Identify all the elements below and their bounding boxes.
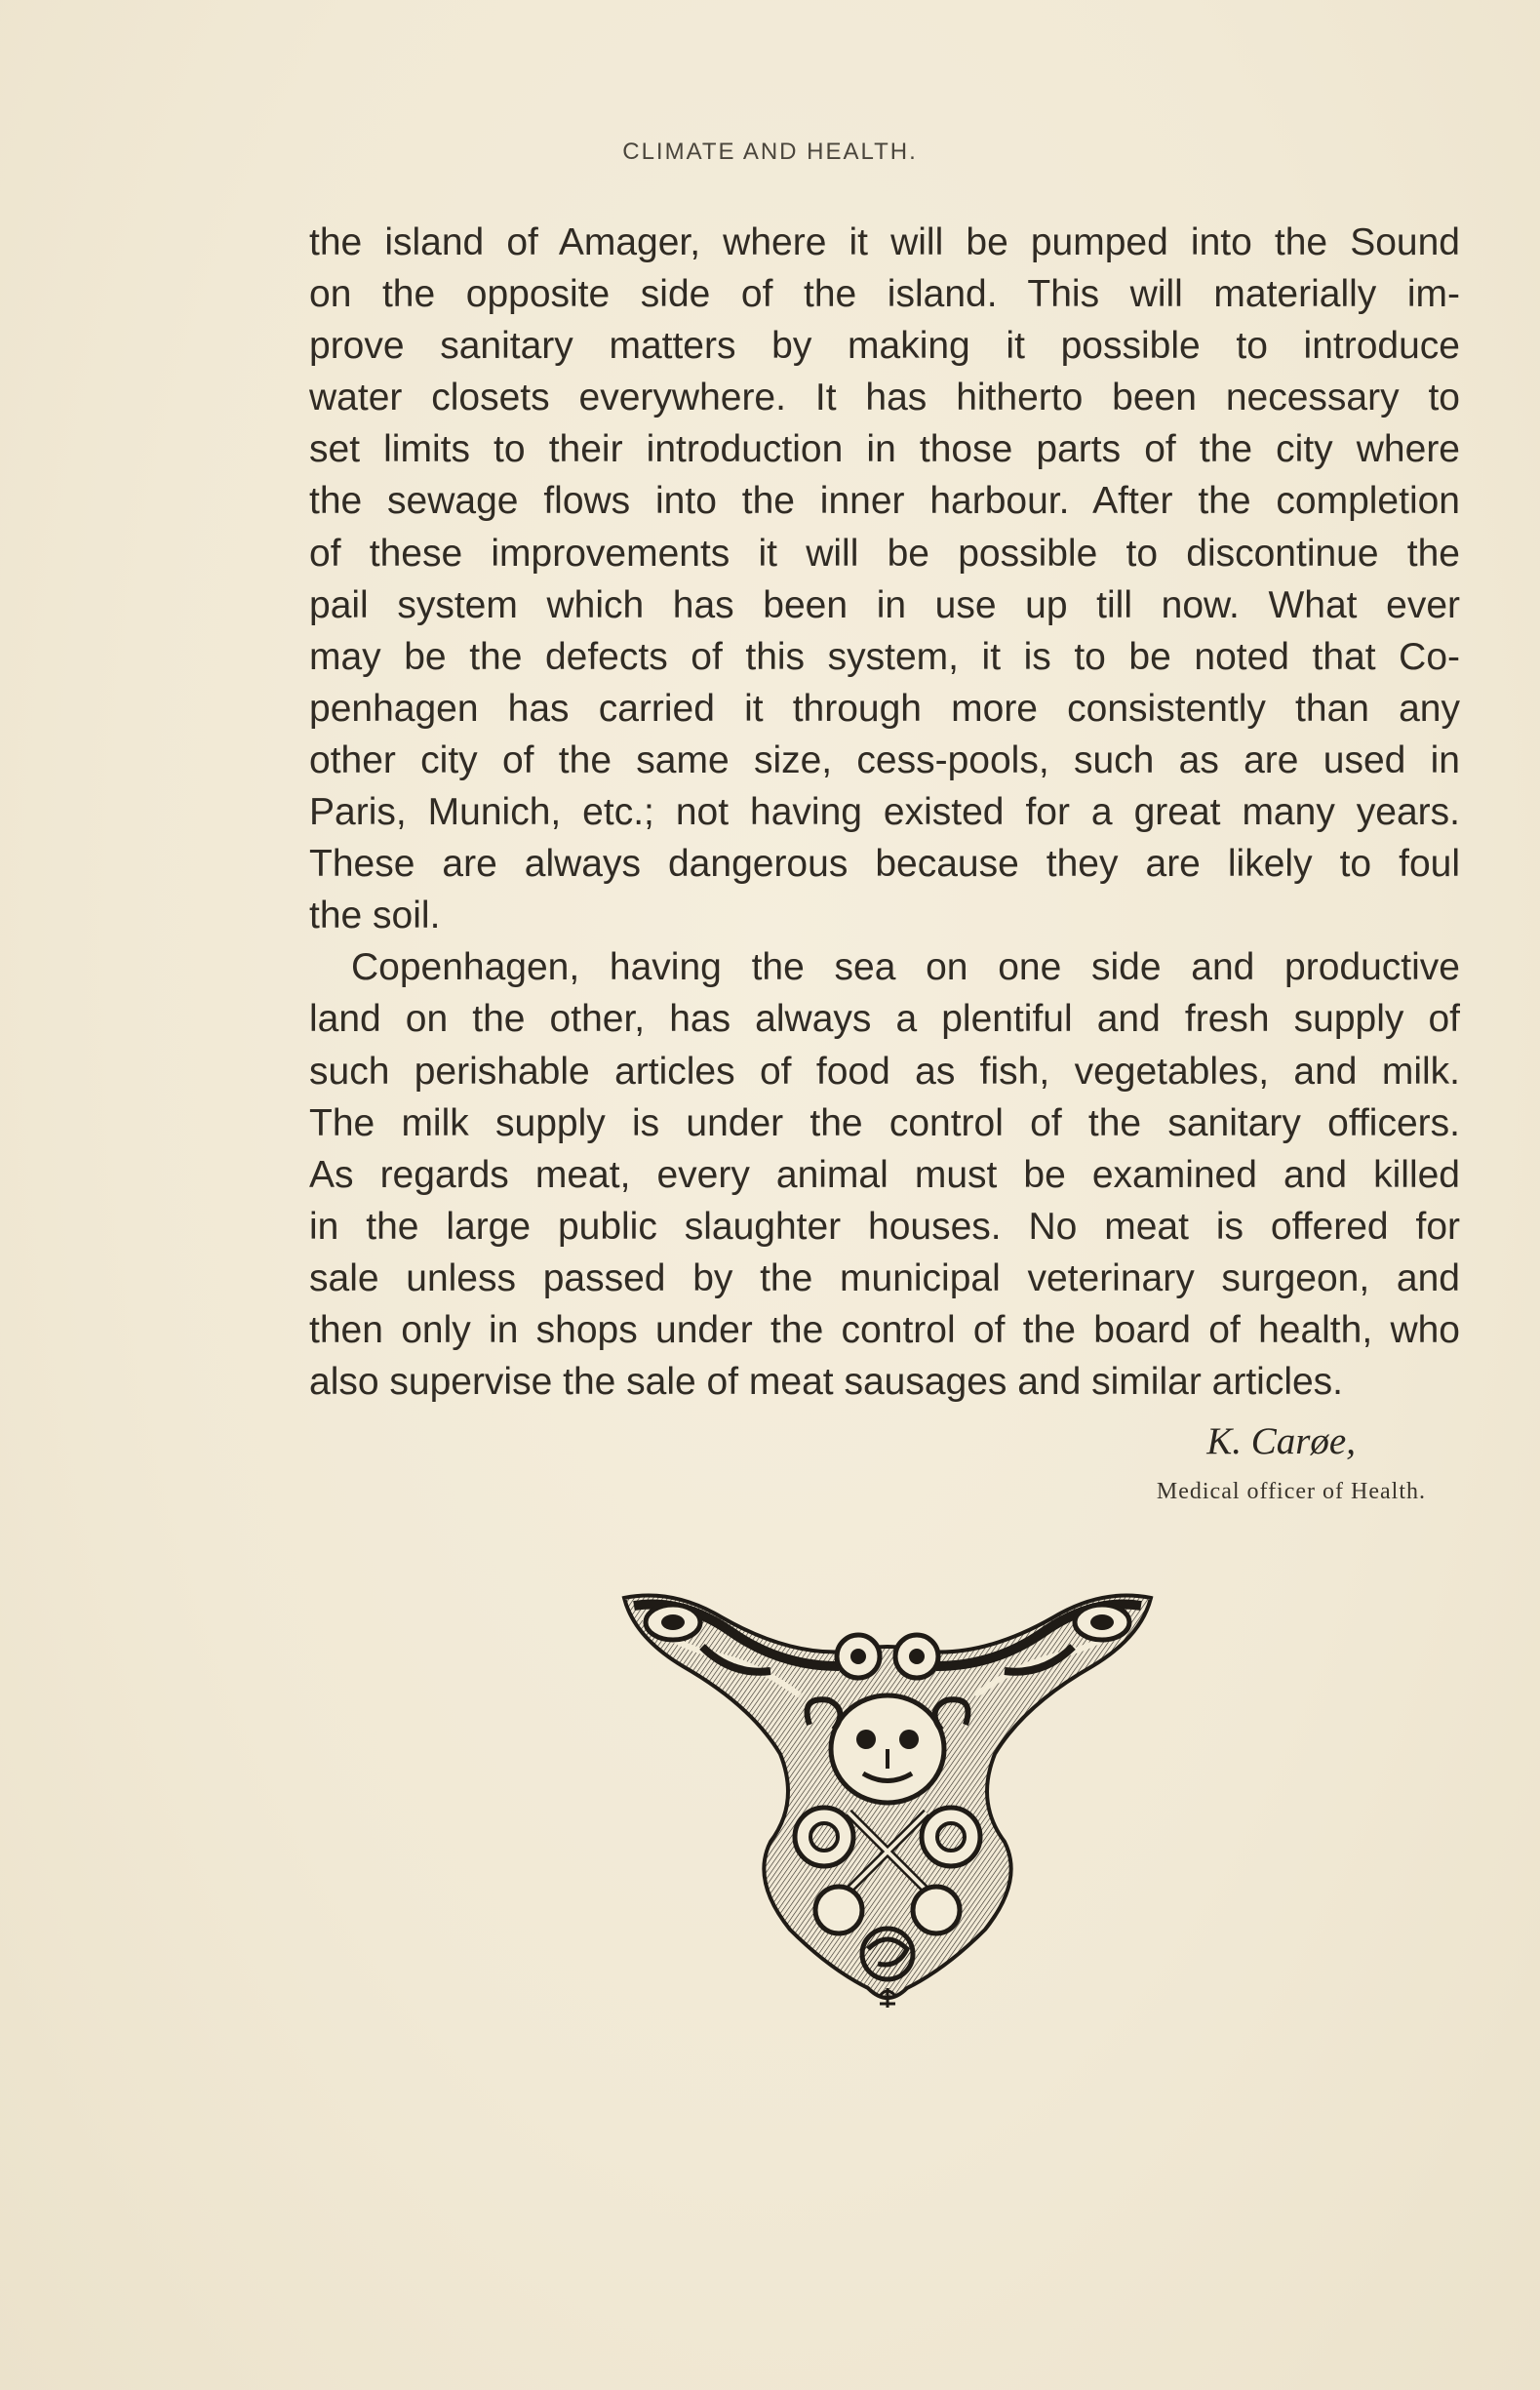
text-line: As regards meat, every animal must be examined and killed	[309, 1153, 1460, 1196]
running-title: CLIMATE AND HEALTH.	[622, 139, 918, 165]
text-line: prove sanitary matters by making it possible to introduce	[309, 325, 1460, 368]
text-line: on the opposite side of the island. This will materially im-	[309, 273, 1460, 316]
text-line: other city of the same size, cess-pools, such as are used in	[309, 738, 1460, 781]
text-line: Paris, Munich, etc.; not having existed for a great many years.	[309, 791, 1460, 834]
signature-title: Medical officer of Health.	[1156, 1479, 1426, 1504]
text-line: These are always dangerous because they are likely to foul	[309, 843, 1460, 886]
text-line: set limits to their introduction in those parts of the city where	[309, 428, 1460, 471]
text-line: land on the other, has always a plentiful and fresh supply of	[309, 998, 1460, 1041]
text-line: penhagen has carried it through more consistently than any	[309, 687, 1460, 730]
celtic-knot-ornament-icon	[614, 1578, 1161, 2017]
text-line: in the large public slaughter houses. No meat is offered for	[309, 1205, 1460, 1248]
text-line: sale unless passed by the municipal veterinary surgeon, and	[309, 1256, 1460, 1299]
text-line: the soil.	[309, 895, 441, 937]
text-line: water closets everywhere. It has hitherto been necessary to	[309, 377, 1460, 419]
text-line: Copenhagen, having the sea on one side and productive	[351, 946, 1460, 989]
text-line: the sewage flows into the inner harbour. After the completion	[309, 480, 1460, 523]
text-line: also supervise the sale of meat sausages and similar articles.	[309, 1361, 1344, 1404]
text-line: such perishable articles of food as fish, vegetables, and milk.	[309, 1050, 1460, 1093]
text-line: may be the defects of this system, it is to be noted that Co-	[309, 635, 1460, 678]
body-text	[309, 217, 1460, 1408]
signature-name: K. Carøe,	[1206, 1420, 1356, 1462]
text-line: pail system which has been in use up till now. What ever	[309, 583, 1460, 626]
text-line: the island of Amager, where it will be pumped into the Sound	[309, 221, 1460, 263]
text-line: then only in shops under the control of the board of health, who	[309, 1308, 1460, 1351]
text-line: The milk supply is under the control of the sanitary officers.	[309, 1101, 1460, 1144]
text-line: of these improvements it will be possible to discontinue the	[309, 532, 1460, 575]
